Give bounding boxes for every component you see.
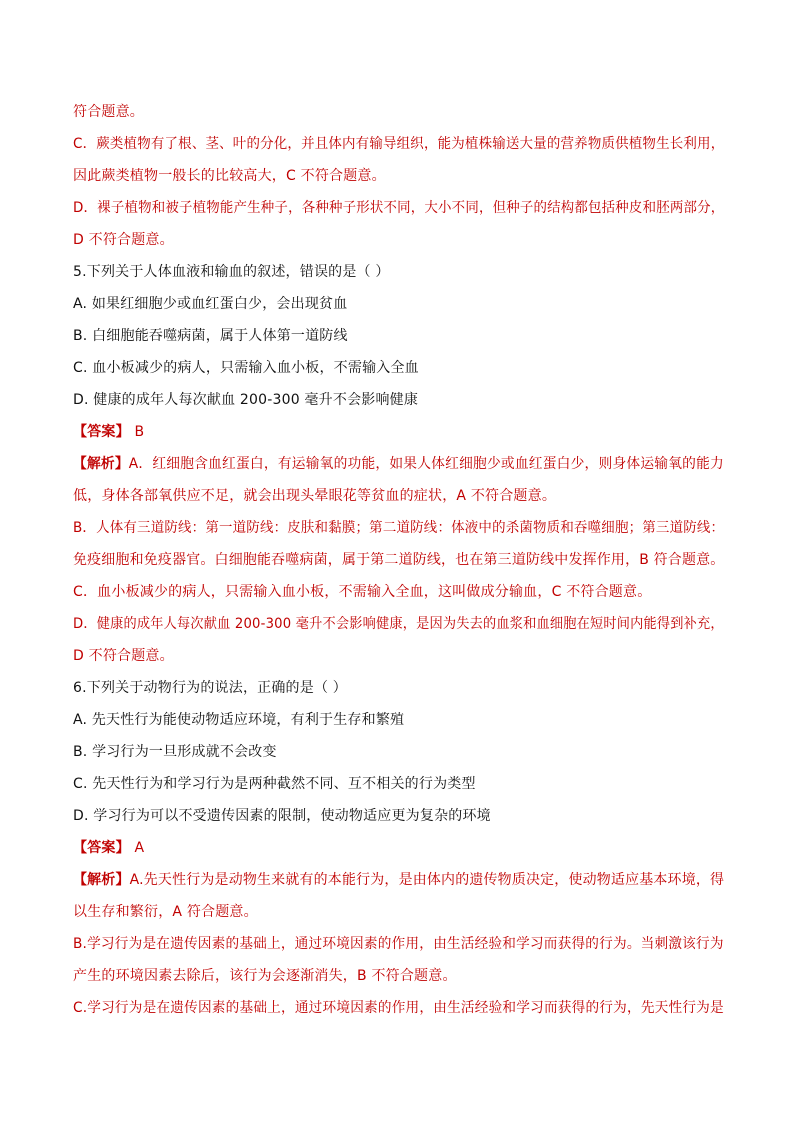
analysis-tag: 【解析】: [73, 872, 130, 888]
question-5-analysis: 【解析】A．红细胞含血红蛋白，有运输氧的功能，如果人体红细胞少或血红蛋白少，则身体运输氧的能力: [73, 456, 724, 472]
question-6-option-a: A. 先天性行为能使动物适应环境，有利于生存和繁殖: [73, 712, 405, 728]
text-line: 因此蕨类植物一般长的比较高大，C 不符合题意。: [73, 168, 386, 184]
text-line: B.学习行为是在遗传因素的基础上，通过环境因素的作用，由生活经验和学习而获得的行为。当刺激该行为: [73, 936, 724, 952]
text-line: C．血小板减少的病人，只需输入血小板，不需输入全血，这叫做成分输血，C 不符合题意。: [73, 584, 652, 600]
text-line: 以生存和繁衍，A 符合题意。: [73, 904, 258, 920]
answer-tag: 【答案】: [73, 840, 130, 856]
text-line: C.学习行为是在遗传因素的基础上，通过环境因素的作用，由生活经验和学习而获得的行为，先天性行为是: [73, 1000, 724, 1016]
question-5-stem: 5.下列关于人体血液和输血的叙述，错误的是（ ）: [73, 264, 390, 280]
question-5-option-c: C. 血小板减少的病人，只需输入血小板，不需输入全血: [73, 360, 419, 376]
question-6-stem: 6.下列关于动物行为的说法，正确的是（ ）: [73, 680, 348, 696]
question-6-option-d: D. 学习行为可以不受遗传因素的限制，使动物适应更为复杂的环境: [73, 808, 491, 824]
answer-tag: 【答案】: [73, 424, 130, 440]
question-5-option-d: D. 健康的成年人每次献血 200-300 毫升不会影响健康: [73, 392, 419, 408]
text-line: D 不符合题意。: [73, 232, 174, 248]
question-5-option-a: A. 如果红细胞少或血红蛋白少，会出现贫血: [73, 296, 348, 312]
text-line: C．蕨类植物有了根、茎、叶的分化，并且体内有输导组织，能为植株输送大量的营养物质供植物生长利用，: [73, 136, 725, 152]
text-line: D 不符合题意。: [73, 648, 174, 664]
analysis-tag: 【解析】: [73, 456, 129, 472]
text-line: D．裸子植物和被子植物能产生种子，各种种子形状不同，大小不同，但种子的结构都包括种皮和胚两部分，: [73, 200, 725, 216]
question-5-option-b: B. 白细胞能吞噬病菌，属于人体第一道防线: [73, 328, 348, 344]
question-6-option-b: B. 学习行为一旦形成就不会改变: [73, 744, 277, 760]
text-line: B．人体有三道防线：第一道防线：皮肤和黏膜；第二道防线：体液中的杀菌物质和吞噬细胞；第三道防线：: [73, 520, 725, 536]
text-line: 符合题意。: [73, 104, 144, 120]
text-line: 产生的环境因素去除后，该行为会逐渐消失，B 不符合题意。: [73, 968, 457, 984]
text-line: D．健康的成年人每次献血 200-300 毫升不会影响健康，是因为失去的血浆和血细胞在短时间内能得到补充，: [73, 616, 724, 632]
question-6-analysis: 【解析】A.先天性行为是动物生来就有的本能行为，是由体内的遗传物质决定，使动物适应基本环境，得: [73, 872, 725, 888]
text-line: 免疫细胞和免疫器官。白细胞能吞噬病菌，属于第二道防线，也在第三道防线中发挥作用，B 符合题意。: [73, 552, 725, 568]
text-line: 低，身体各部氧供应不足，就会出现头晕眼花等贫血的症状，A 不符合题意。: [73, 488, 557, 504]
question-5-answer: 【答案】 B: [73, 424, 145, 440]
question-6-option-c: C. 先天性行为和学习行为是两种截然不同、互不相关的行为类型: [73, 776, 476, 792]
question-6-answer: 【答案】 A: [73, 840, 145, 856]
